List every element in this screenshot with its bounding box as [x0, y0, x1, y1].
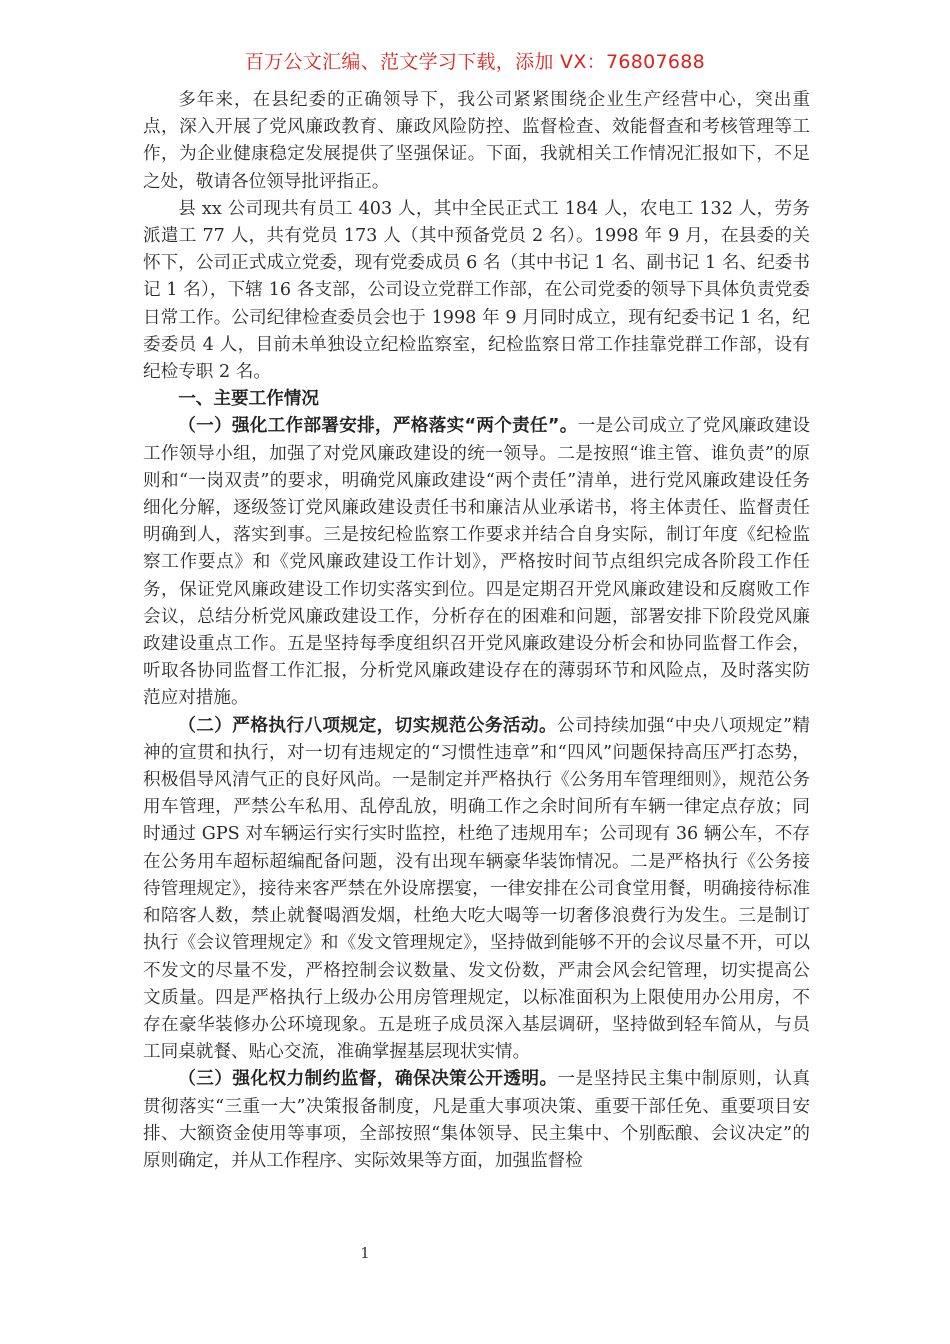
subsection-1-body: 一是公司成立了党风廉政建设工作领导小组，加强了对党风廉政建设的统一领导。二是按照“谁主管、谁负责”的原则和“一岗双责”的要求，明确党风廉政建设“两个责任”清单，进行党风廉政建设任务细化分解，逐级签订党风廉政建设责任书和廉洁从业承诺书，将主体责任、监督责任明确到人，落实到事。三是按纪检监察工作要求并结合自身实际，制订年度《纪检监察工作要点》和《党风廉政建设工作计划》，严格按时间节点组织完成各阶段工作任务，保证党风廉政建设工作切实落实到位。四是定期召开党风廉政建设和反腐败工作会议，总结分析党风廉政建设工作，分析存在的困难和问题，部署安排下阶段党风廉政建设重点工作。五是坚持每季度组织召开党风廉政建设分析会和协同监督工作会，听取各协同监督工作汇报，分析党风廉政建设存在的薄弱环节和风险点，及时落实防范应对措施。 — [143, 416, 810, 709]
company-overview-paragraph: 县 xx 公司现共有员工 403 人，其中全民正式工 184 人，农电工 132 人，劳务派遣工 77 人，共有党员 173 人（其中预备党员 2 名）。1998 年 9 月，在县委的关怀下，公司正式成立党委，现有党委成员 6 名（其中书记 1 名、副书记 1 名、纪委书记 1 名），下辖 16 各支部，公司设立党群工作部，在公司党委的领导下具体负责党委日常工作。公司纪律检查委员会也于 1998 年 9 月同时成立，现有纪委书记 1 名，纪委委员 4 人，目前未单独设立纪检监察室，纪检监察日常工作挂靠党群工作部，设有纪检专职 2 名。 — [143, 198, 810, 383]
subsection-1 — [143, 413, 810, 712]
subsection-1-title: （一）强化工作部署安排，严格落实“两个责任”。 — [178, 416, 578, 437]
page-number: 1 — [360, 1244, 370, 1262]
document-body — [143, 87, 810, 1175]
subsection-2-title: （二）严格执行八项规定，切实规范公务活动。 — [178, 715, 558, 736]
subsection-3 — [143, 1066, 810, 1175]
intro-paragraph: 多年来，在县纪委的正确领导下，我公司紧紧围绕企业生产经营中心，突出重点，深入开展了党风廉政教育、廉政风险防控、监督检查、效能督查和考核管理等工作，为企业健康稳定发展提供了坚强保证。下面，我就相关工作情况汇报如下，不足之处，敬请各位领导批评指正。 — [143, 90, 810, 192]
watermark-banner: 百万公文汇编、范文学习下载，添加 VX：76807688 — [244, 51, 706, 73]
subsection-3-body: 一是坚持民主集中制原则，认真贯彻落实“三重一大”决策报备制度，凡是重大事项决策、重要干部任免、重要项目安排、大额资金使用等事项，全部按照“集体领导、民主集中、个别酝酿、会议决定”的原则确定，并从工作程序、实际效果等方面，加强监督检 — [143, 1069, 810, 1171]
subsection-2-body: 公司持续加强“中央八项规定”精神的宣贯和执行，对一切有违规定的“习惯性违章”和“四风”问题保持高压严打态势，积极倡导风清气正的良好风尚。一是制定并严格执行《公务用车管理细则》，规范公务用车管理，严禁公车私用、乱停乱放，明确工作之余时间所有车辆一律定点存放；同时通过 GPS 对车辆运行实行实时监控，杜绝了违规用车；公司现有 36 辆公车，不存在公务用车超标超编配备问题，没有出现车辆豪华装饰情况。二是严格执行《公务接待管理规定》，接待来客严禁在外设席摆宴，一律安排在公司食堂用餐，明确接待标准和陪客人数，禁止就餐喝酒发烟，杜绝大吃大喝等一切奢侈浪费行为发生。三是制订执行《会议管理规定》和《发文管理规定》，坚持做到能够不开的会议尽量不开，可以不发文的尽量不发，严格控制会议数量、发文份数，严肃会风会纪管理，切实提高公文质量。四是严格执行上级办公用房管理规定，以标准面积为上限使用办公用房，不存在豪华装修办公环境现象。五是班子成员深入基层调研，坚持做到轻车简从，与员工同桌就餐、贴心交流，准确掌握基层现状实情。 — [143, 715, 810, 1063]
subsection-3-title: （三）强化权力制约监督，确保决策公开透明。 — [178, 1069, 558, 1090]
section-heading-main-work: 一、主要工作情况 — [178, 389, 319, 410]
subsection-2 — [143, 713, 810, 1067]
